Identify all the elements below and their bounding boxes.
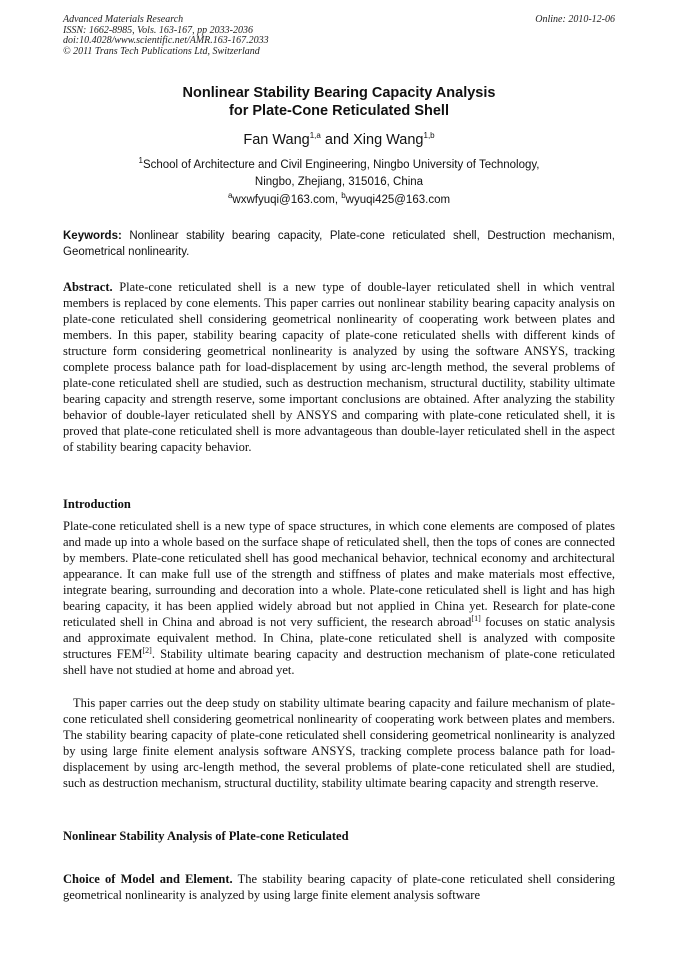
- affiliation-marker: 1: [138, 156, 143, 166]
- abstract-label: Abstract.: [63, 280, 113, 294]
- keywords-text: Nonlinear stability bearing capacity, Plate-cone reticulated shell, Destruction mechanism, Geometrical nonlinearity.: [63, 230, 615, 258]
- copyright-line: © 2011 Trans Tech Publications Ltd, Switzerland: [63, 45, 260, 57]
- email-a[interactable]: wxwfyuqi@163.com: [232, 194, 335, 206]
- choice-text: The stability bearing capacity of plate-cone reticulated shell considering geometrical nonlinearity is analyzed by using large finite element analysis software: [63, 872, 615, 902]
- author-1: Fan Wang: [243, 132, 310, 148]
- title-line-2: for Plate-Cone Reticulated Shell: [229, 103, 449, 119]
- doi-line: doi:10.4028/www.scientific.net/AMR.163-167.2033: [63, 35, 269, 46]
- email-b[interactable]: wyuqi425@163.com: [345, 194, 451, 206]
- affiliation: [63, 157, 615, 190]
- intro-paragraph-1: [63, 518, 615, 678]
- online-date: Online: 2010-12-06: [535, 14, 615, 25]
- citation-1[interactable]: [1]: [471, 613, 481, 623]
- email-separator: ,: [334, 194, 342, 206]
- title-line-1: Nonlinear Stability Bearing Capacity Analysis: [182, 85, 496, 101]
- affiliation-line-1: School of Architecture and Civil Engineering, Ningbo University of Technology,: [142, 159, 540, 171]
- author-emails: [63, 193, 615, 208]
- section-heading-nonlinear: Nonlinear Stability Analysis of Plate-cone Reticulated: [63, 829, 349, 843]
- affiliation-line-2: Ningbo, Zhejiang, 315016, China: [254, 175, 424, 188]
- author-separator: and: [320, 132, 354, 148]
- intro-paragraph-2: This paper carries out the deep study on stability ultimate bearing capacity and failure mechanism of plate-cone reticulated shell considering geometrical nonlinearity of cooperating work between plates and members. The stability bearing capacity of plate-cone reticulated shell considering geometrical nonlinearity is analyzed by using large finite element analysis software ANSYS, tracking complete process balance path for load-displacement by using arc-length method, the several problems of plate-cone reticulated shell are studied, such as destruction mechanism, structural ductility, stability ultimate bearing capacity and strength reserve.: [63, 696, 615, 790]
- author-1-affil: 1,a: [309, 131, 321, 141]
- abstract: [63, 279, 615, 455]
- author-list: [63, 131, 615, 149]
- intro-p1-text-b: focuses on static analysis and approximate equivalent method. In China, plate-cone reticulated shell is analyzed with composite structures FEM: [63, 615, 615, 661]
- keywords: [63, 228, 615, 260]
- citation-2[interactable]: [2]: [142, 645, 152, 655]
- paper-title: [63, 84, 615, 120]
- keywords-label: Keywords:: [63, 230, 122, 242]
- intro-p1-text-c: . Stability ultimate bearing capacity and destruction mechanism of plate-cone reticulated shell have not studied at home and abroad yet.: [63, 647, 615, 677]
- abstract-text: Plate-cone reticulated shell is a new type of double-layer reticulated shell in which ventral members is replaced by cone elements. This paper carries out nonlinear stability bearing capacity analysis on plate-cone reticulated shell considering geometrical nonlinearity of cooperating work between plates and members. In this paper, stability bearing capacity of plate-cone reticulated shells with different kinds of structure form considering geometrical nonlinearity is analyzed by using the software ANSYS, tracking complete process balance path for load-displacement by using arc-length method, the several problems of plate-cone reticulated shell are studied, such as destruction mechanism, structural ductility, stability ultimate bearing capacity and strength reserve, some important conclusions are obtained. After analyzing the stability behavior of double-layer reticulated shell by ANSYS and comparing with plate-cone reticulated shell, it is proved that plate-cone reticulated shell is more advantageous than double-layer reticulated shell in the aspect of stability bearing capacity behavior.: [63, 280, 615, 454]
- author-2-affil: 1,b: [423, 131, 435, 141]
- journal-header: [63, 15, 615, 57]
- email-a-marker: a: [227, 191, 233, 201]
- email-b-marker: b: [341, 191, 346, 201]
- intro-p1-text-a: Plate-cone reticulated shell is a new type of space structures, in which cone elements are composed of plates and made up into a whole based on the surface shape of reticulated shell, then the tops of cones are connected by members. Plate-cone reticulated shell has good mechanical behavior, technical economy and architectural appearance. It can make full use of the strength and stiffness of plates and make materials most effective, integrate bearing, surrounding and decoration into a whole. Plate-cone reticulated shell is light and has high bearing capacity, it has been applied widely abroad but not applied in China yet. Research for plate-cone reticulated shell in China and abroad is not very sufficient, the research abroad: [63, 519, 615, 629]
- choice-label: Choice of Model and Element.: [63, 872, 233, 886]
- journal-name: Advanced Materials Research: [63, 14, 184, 25]
- choice-paragraph: [63, 871, 615, 903]
- issn-line: ISSN: 1662-8985, Vols. 163-167, pp 2033-2036: [63, 24, 253, 36]
- author-2: Xing Wang: [353, 132, 424, 148]
- section-heading-introduction: Introduction: [63, 497, 131, 511]
